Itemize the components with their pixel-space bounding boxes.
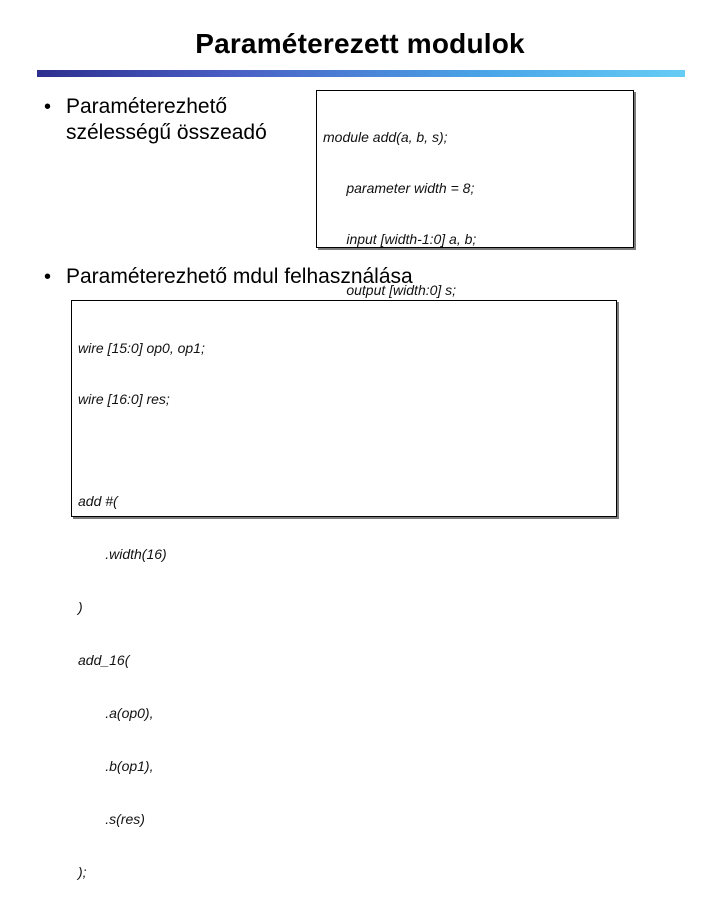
slide-title: Paraméterezett modulok (195, 28, 525, 59)
code-box-module-instantiation (71, 300, 617, 880)
code-line: module add(a, b, s); (323, 129, 448, 145)
code-line: output [width:0] s; (323, 282, 457, 298)
code-line: add #( (78, 493, 118, 509)
code-line: add_16( (78, 652, 130, 668)
code-box-module-definition (316, 90, 634, 298)
code-line: .a(op0), (78, 705, 154, 721)
bullet-module-usage (44, 264, 566, 290)
bullet-marker: • (44, 266, 52, 288)
code-line: parameter width = 8; (323, 180, 475, 196)
bullet-text: Paraméterezhető szélességű összeadó (66, 95, 267, 144)
code-line: wire [15:0] op0, op1; (78, 340, 205, 356)
code-line: ); (78, 864, 87, 880)
title-underline-bar (37, 70, 685, 77)
code-line (78, 442, 616, 459)
code-line: .width(16) (78, 546, 167, 562)
code-line: .s(res) (78, 811, 145, 827)
bullet-text: Paraméterezhető mdul felhasználása (66, 265, 413, 288)
bullet-marker: • (44, 96, 52, 118)
code-line: .b(op1), (78, 758, 154, 774)
code-line: ) (78, 599, 83, 615)
code-line: input [width-1:0] a, b; (323, 231, 477, 247)
bullet-parametrizable-adder (44, 94, 316, 146)
code-line: wire [16:0] res; (78, 391, 170, 407)
